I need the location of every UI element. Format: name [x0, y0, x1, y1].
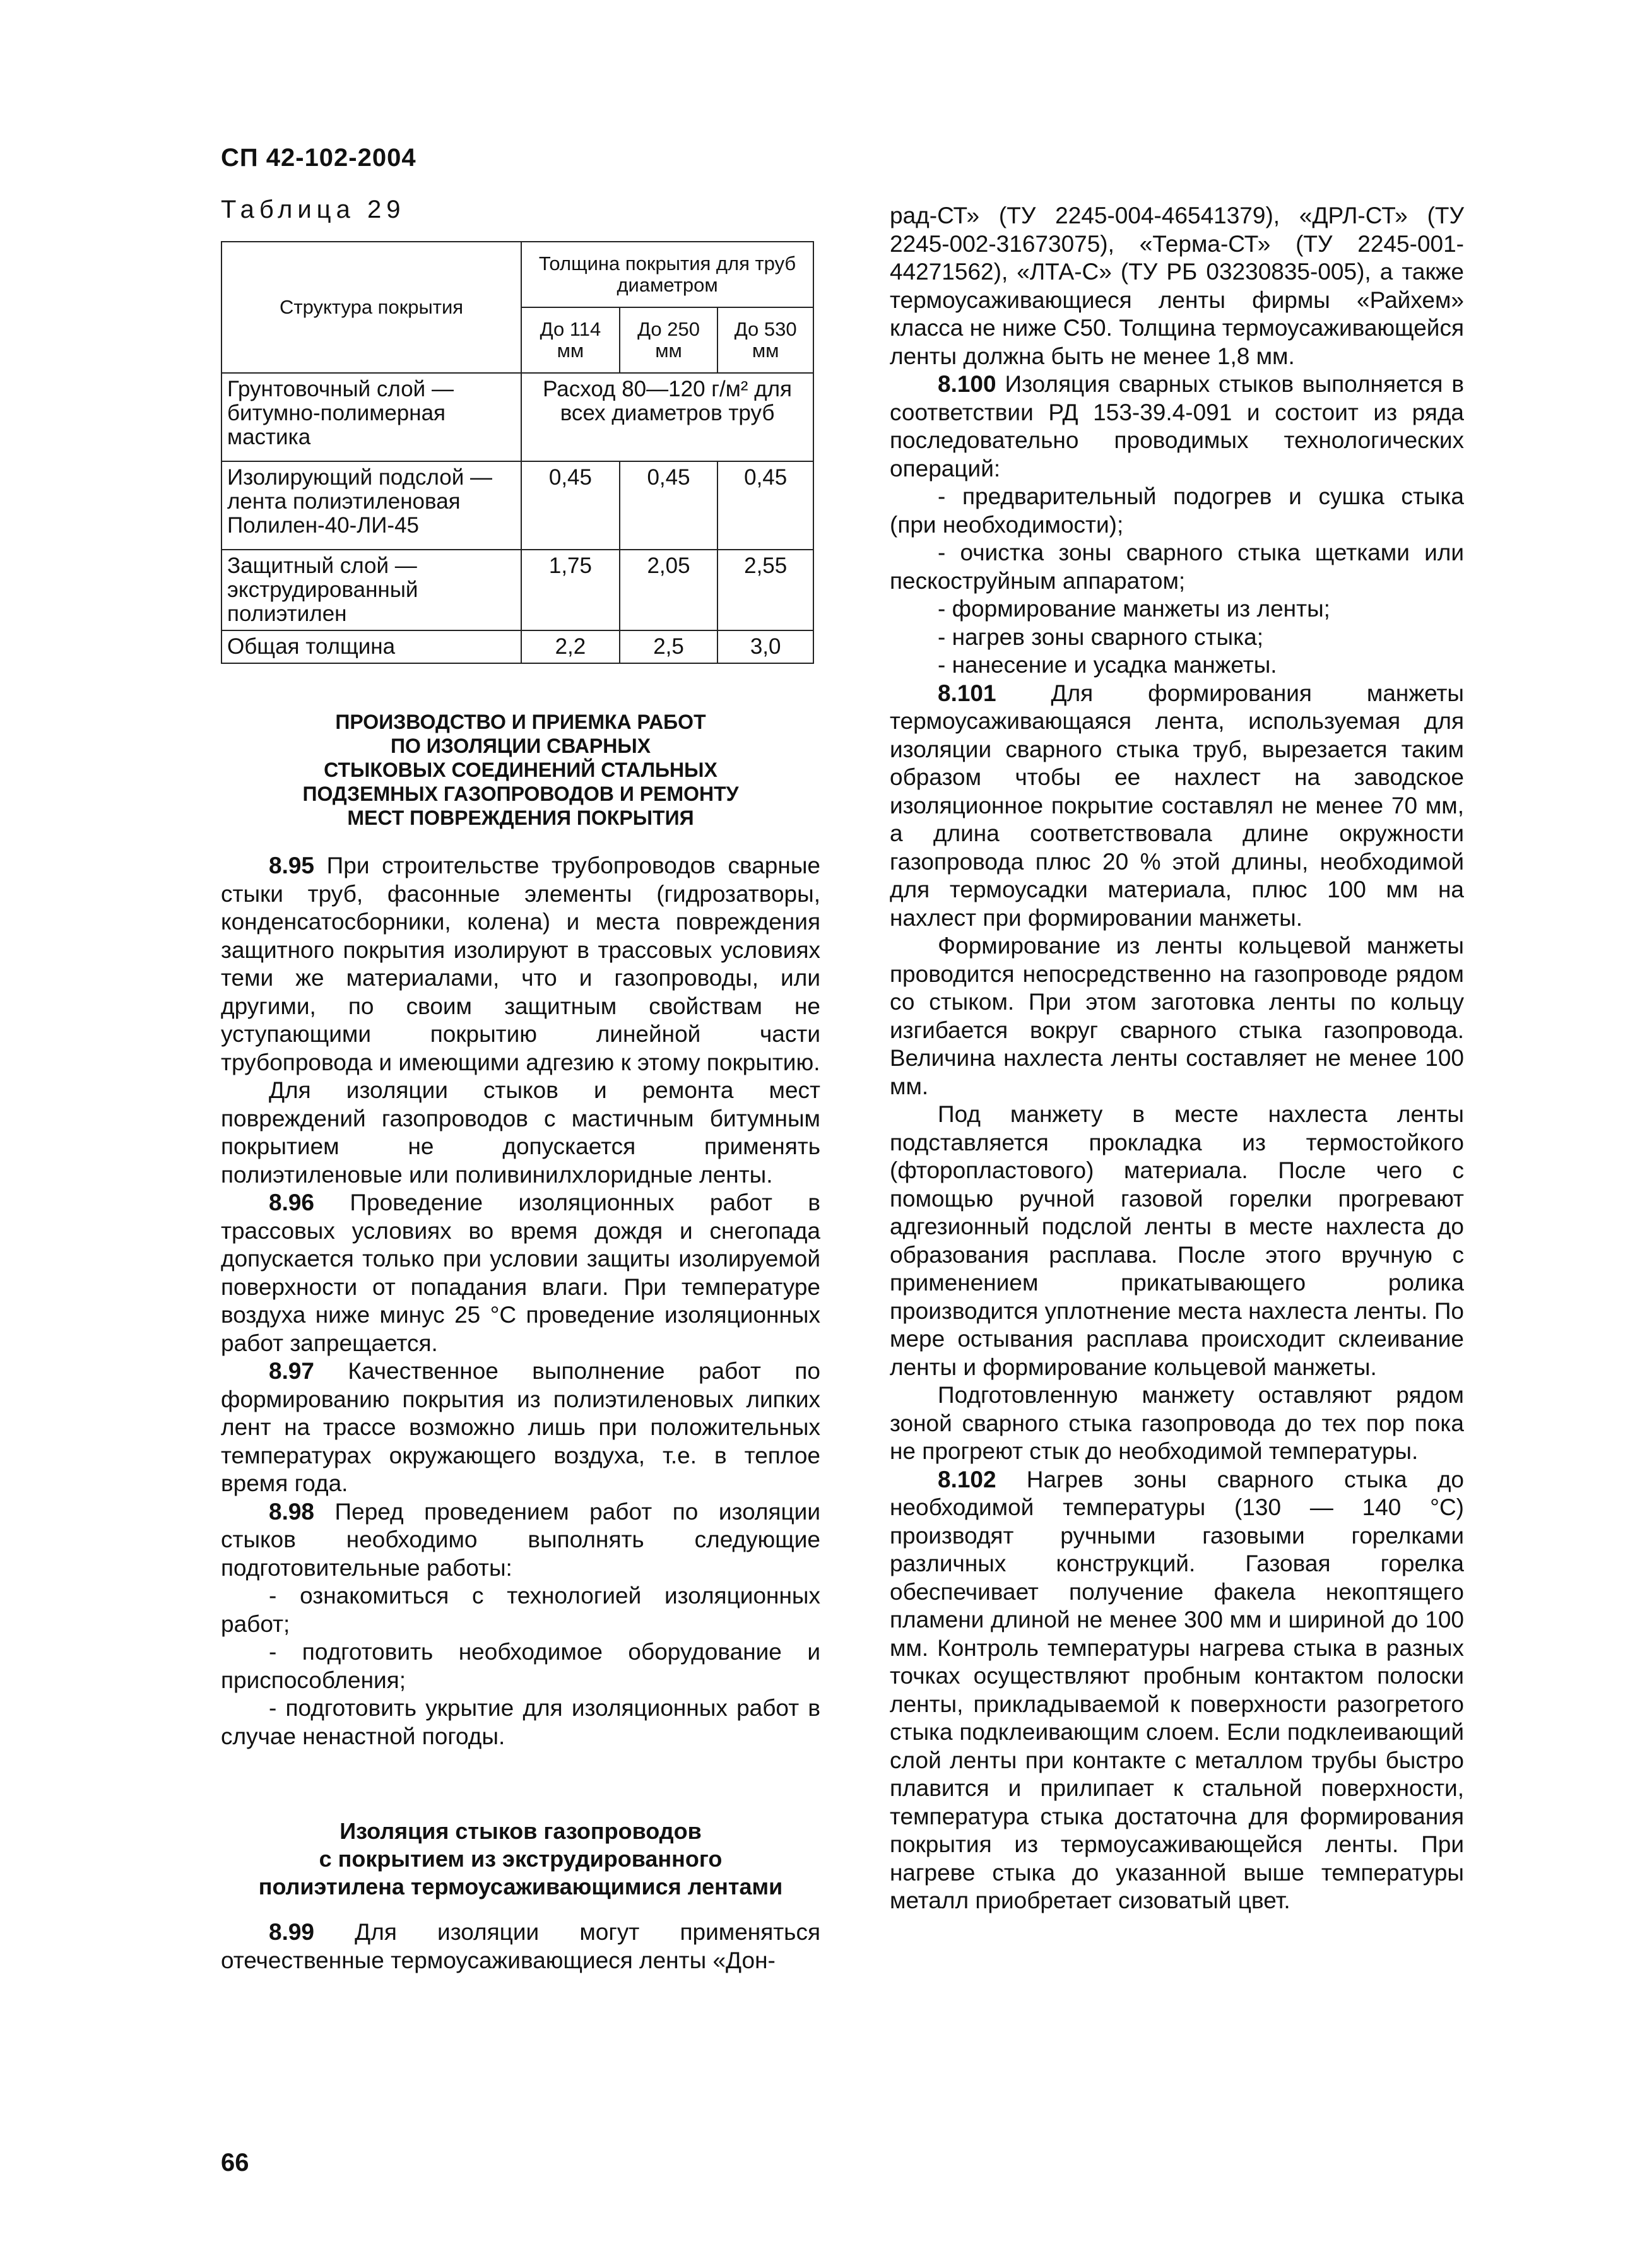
- header-thickness-group: Толщина покрытия для труб диаметром: [521, 242, 813, 307]
- heading-line: ПРОИЗВОДСТВО И ПРИЕМКА РАБОТ: [335, 711, 706, 733]
- heading-line: МЕСТ ПОВРЕЖДЕНИЯ ПОКРЫТИЯ: [347, 806, 694, 829]
- row-label: Изолирующий подслой — лента полиэтиленовая Полилен-40-ЛИ-45: [221, 461, 521, 550]
- heading-line: СТЫКОВЫХ СОЕДИНЕНИЙ СТАЛЬНЫХ: [324, 759, 717, 781]
- left-column: [221, 852, 820, 1751]
- list-item: - нагрев зоны сварного стыка;: [938, 623, 1263, 650]
- right-column: [890, 202, 1464, 1915]
- document-code-header: СП 42-102-2004: [221, 144, 416, 172]
- row-value: 2,55: [717, 550, 813, 630]
- paragraph: Для изоляции стыков и ремонта мест повреждений газопроводов с мастичным битумным покрытием не допускается применять полиэтиленовые или поливинилхлоридные ленты.: [221, 1077, 820, 1188]
- table-header-row: [221, 242, 813, 307]
- heading-line: ПО ИЗОЛЯЦИИ СВАРНЫХ: [390, 735, 651, 757]
- header-diameter-114: До 114 мм: [521, 307, 620, 373]
- row-value: 3,0: [717, 630, 813, 663]
- paragraph: Формирование из ленты кольцевой манжеты проводится непосредственно на газопроводе рядом со стыком. При этом заготовка ленты по кольцу изгибается вокруг сварного стыка газопровода. Величина нахлеста ленты составляет не менее 100 мм.: [890, 933, 1464, 1099]
- paragraph: 8.96 Проведение изоляционных работ в трассовых условиях во время дождя и снегопада допускается только при условии защиты изолируемой поверхности от попадания влаги. При температуре воздуха ниже минус 25 °С проведение изоляционных работ запрещается.: [221, 1190, 820, 1356]
- row-label: Общая толщина: [221, 630, 521, 663]
- row-value: 2,5: [620, 630, 718, 663]
- table-row: [221, 461, 813, 550]
- paragraph: 8.101 Для формирования манжеты термоусаживающаяся лента, используемая для изоляции сварного стыка труб, вырезается таким образом чтобы ее нахлест на заводское изоляционное покрытие составлял не менее 70 мм, а длина соответствовала длине окружности газопровода плюс 20 % этой длины, необходимой для термоусадки материала, плюс 100 мм на нахлест при формировании манжеты.: [890, 680, 1464, 931]
- row-value: 1,75: [521, 550, 620, 630]
- heading-line: Изоляция стыков газопроводов: [339, 1818, 702, 1844]
- list-item: - ознакомиться с технологией изоляционных работ;: [221, 1583, 820, 1637]
- page-number: 66: [221, 2149, 249, 2176]
- paragraph: Под манжету в месте нахлеста ленты подставляется прокладка из термостойкого (фторопластового) материала. После чего с помощью ручной газовой горелки прогревают адгезионный подслой ленты в месте нахлеста до образования расплава. После этого вручную с применением прикатывающего ролика производится уплотнение места нахлеста ленты. По мере остывания расплава происходит склеивание ленты и формирование кольцевой манжеты.: [890, 1101, 1464, 1380]
- row-value: 0,45: [717, 461, 813, 550]
- paragraph: 8.102 Нагрев зоны сварного стыка до необходимой температуры (130 — 140 °С) производят ручными газовыми горелками различных конструкций. Газовая горелка обеспечивает получение факела некоптящего пламени длиной не менее 300 мм и шириной до 100 мм. Контроль температуры нагрева стыка в разных точках осуществляют пробным контактом полоски ленты, прикладываемой к поверхности разогретого стыка подклеивающим слоем. Если подклеивающий слой ленты при контакте с металлом трубы быстро плавится и прилипает к стальной поверхности, температура стыка достаточна для формирования покрытия из термоусаживающейся ленты. При нагреве стыка до указанной выше температуры металл приобретает сизоватый цвет.: [890, 1466, 1464, 1913]
- table-row: [221, 373, 813, 461]
- row-value: 2,05: [620, 550, 718, 630]
- paragraph: Подготовленную манжету оставляют рядом зоной сварного стыка газопровода до тех пор пока не прогреют стык до необходимой температуры.: [890, 1382, 1464, 1464]
- list-item: - нанесение и усадка манжеты.: [938, 652, 1277, 678]
- coating-structure-table: [221, 241, 814, 664]
- paragraph: 8.98 Перед проведением работ по изоляции стыков необходимо выполнять следующие подготовительные работы:: [221, 1498, 820, 1581]
- row-value: 0,45: [620, 461, 718, 550]
- paragraph: 8.99 Для изоляции могут применяться отечественные термоусаживающиеся ленты «Дон-: [221, 1919, 820, 1973]
- table-caption: Таблица 29: [221, 196, 406, 223]
- table-row: [221, 630, 813, 663]
- left-column-tail: [221, 1918, 820, 1975]
- paragraph: 8.95 При строительстве трубопроводов сварные стыки труб, фасонные элементы (гидрозатворы, конденсатосборники, колена) и места повреждения защитного покрытия изолируют в трассовых условиях теми же материалами, что и газопроводы, или другими, по своим защитным свойствам не уступающими покрытию линейной части трубопровода и имеющими адгезию к этому покрытию.: [221, 853, 820, 1075]
- heading-line: ПОДЗЕМНЫХ ГАЗОПРОВОДОВ И РЕМОНТУ: [302, 783, 739, 805]
- paragraph: 8.97 Качественное выполнение работ по формированию покрытия из полиэтиленовых липких лент на трассе возможно лишь при положительных температурах окружающего воздуха, т.е. в теплое время года.: [221, 1358, 820, 1496]
- header-diameter-250: До 250 мм: [620, 307, 718, 373]
- list-item: - подготовить необходимое оборудование и приспособления;: [221, 1639, 820, 1693]
- row-value: 0,45: [521, 461, 620, 550]
- row-label: Защитный слой — экструдированный полиэтилен: [221, 550, 521, 630]
- paragraph: 8.100 Изоляция сварных стыков выполняется в соответствии РД 153-39.4-091 и состоит из ряда последовательно проводимых технологических операций:: [890, 371, 1464, 481]
- list-item: - очистка зоны сварного стыка щетками или пескоструйным аппаратом;: [890, 540, 1464, 594]
- heading-line: полиэтилена термоусаживающимися лентами: [258, 1874, 783, 1899]
- paragraph: рад-СТ» (ТУ 2245-004-46541379), «ДРЛ-СТ» (ТУ 2245-002-31673075), «Терма-СТ» (ТУ 2245-001-44271562), «ЛТА-С» (ТУ РБ 03230835-005), а также термоусаживающиеся ленты фирмы «Райхем» класса не ниже С50. Толщина термоусаживающейся ленты должна быть не менее 1,8 мм.: [890, 203, 1464, 369]
- row-span-value: Расход 80—120 г/м² для всех диаметров труб: [521, 373, 813, 461]
- header-diameter-530: До 530 мм: [717, 307, 813, 373]
- table-row: [221, 550, 813, 630]
- row-value: 2,2: [521, 630, 620, 663]
- heading-line: с покрытием из экструдированного: [319, 1846, 723, 1872]
- header-structure: Структура покрытия: [221, 242, 521, 373]
- row-label: Грунтовочный слой — битумно-полимерная мастика: [221, 373, 521, 461]
- list-item: - формирование манжеты из ленты;: [938, 596, 1330, 622]
- section-heading-joint-insulation: [221, 1817, 820, 1901]
- list-item: - подготовить укрытие для изоляционных работ в случае ненастной погоды.: [221, 1695, 820, 1749]
- list-item: - предварительный подогрев и сушка стыка (при необходимости);: [890, 483, 1464, 538]
- section-heading-production: [221, 710, 820, 830]
